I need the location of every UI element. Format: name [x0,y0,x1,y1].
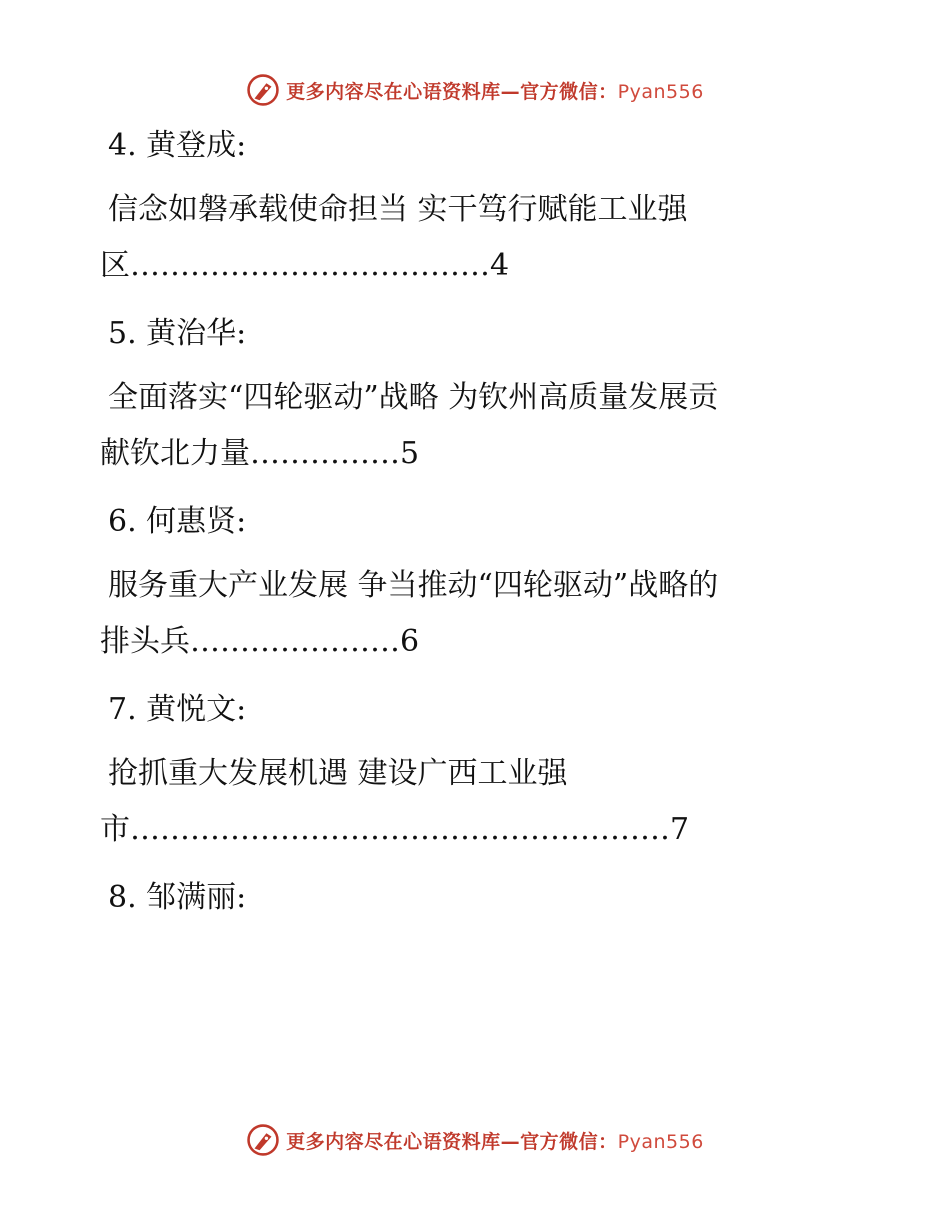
watermark-brand: Pyan556 [617,1130,704,1153]
pen-nib-icon [246,1123,280,1157]
entry-author: 8. 邹满丽: [108,880,247,915]
watermark-footer [0,1120,950,1160]
entry-title-leader: 区………………………………4 [100,248,510,283]
toc-entry [100,120,860,294]
toc-entry [100,308,860,482]
watermark-text: 更多内容尽在心语资料库—官方微信：Pyan556 [286,1130,704,1153]
watermark-text: 更多内容尽在心语资料库—官方微信：Pyan556 [286,80,704,103]
watermark-brand: Pyan556 [617,80,704,103]
entry-title-leader: 献钦北力量……………5 [100,436,420,471]
entry-author: 7. 黄悦文: [108,692,247,727]
toc-entry [100,496,860,670]
entry-title-line: 信念如磐承载使命担当 实干笃行赋能工业强 [108,192,688,227]
watermark-header [0,70,950,110]
pen-nib-icon [246,73,280,107]
entry-title-leader: 市………………………………………………7 [100,812,690,847]
table-of-contents [100,120,860,924]
entry-title-line: 抢抓重大发展机遇 建设广西工业强 [108,756,568,791]
entry-title-line: 服务重大产业发展 争当推动“四轮驱动”战略的 [108,568,719,603]
toc-entry [100,684,860,858]
entry-author: 4. 黄登成: [108,128,247,163]
entry-title-line: 全面落实“四轮驱动”战略 为钦州高质量发展贡 [108,380,719,415]
toc-entry [100,872,860,924]
entry-author: 5. 黄治华: [108,316,247,351]
entry-title-leader: 排头兵…………………6 [100,624,420,659]
entry-author: 6. 何惠贤: [108,504,247,539]
